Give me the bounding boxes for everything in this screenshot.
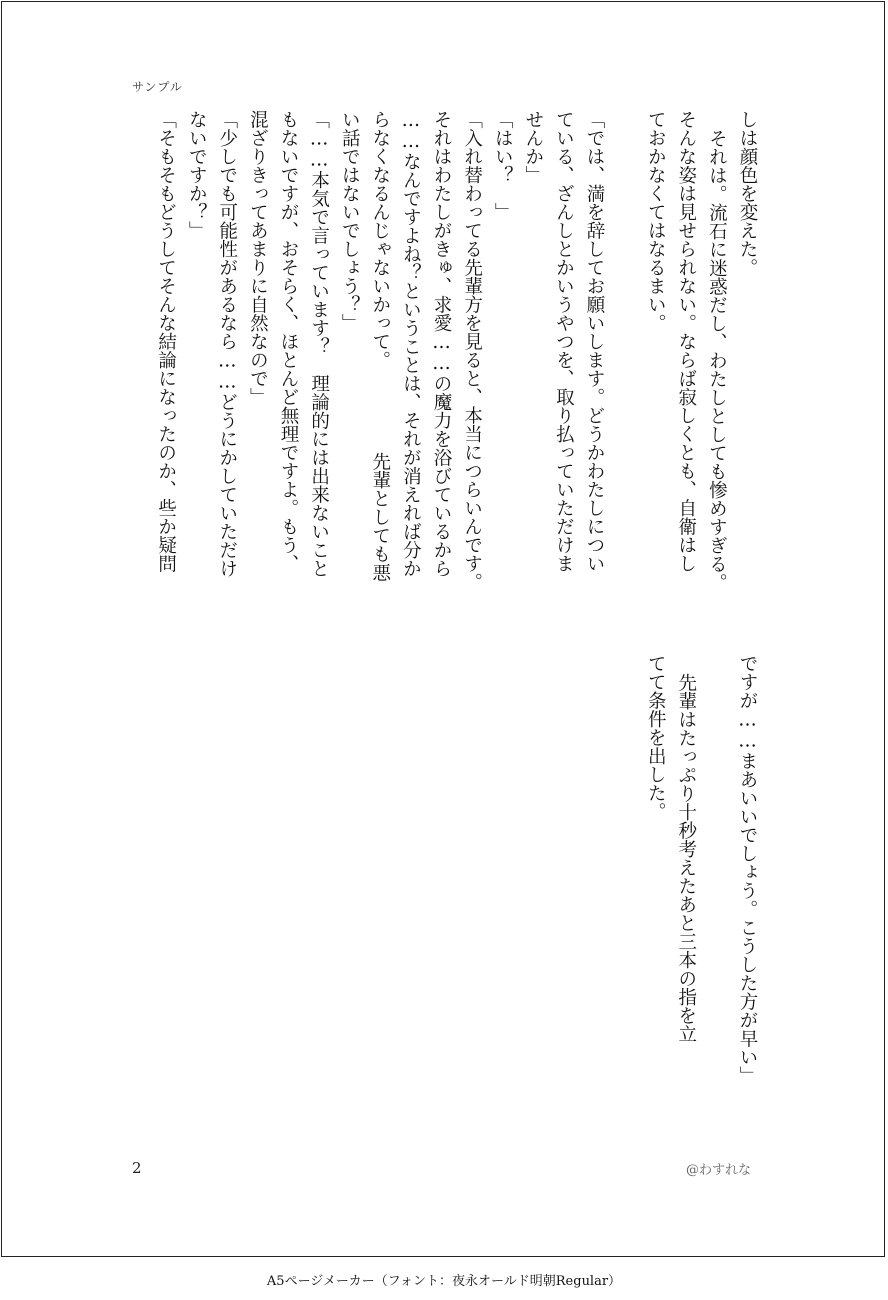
text-line: らなくなるんじゃないかって。 先輩としても悪 xyxy=(369,110,391,582)
sample-label: サンプル xyxy=(132,80,183,94)
text-line: 「入れ替わってる先輩方を見ると、本当につらいんです。 xyxy=(461,110,483,591)
text-line: せんか」 xyxy=(522,110,544,184)
text-line: てて条件を出した。 xyxy=(645,654,667,821)
text-line: ている、ざんしとかいうやつを、取り払っていただけま xyxy=(553,110,575,573)
text-line: 「少しでも可能性があるなら……どうにかしていただけ xyxy=(216,110,238,578)
text-line: しは顔色を変えた。 xyxy=(737,110,758,277)
text-line: 「はい？ 」 xyxy=(492,110,514,221)
author-handle: @わすれな xyxy=(686,1163,752,1178)
text-line: それはわたしがきゅ、求愛……の魔力を浴びているから xyxy=(431,110,452,578)
text-line: もないですが、おそらく、ほとんど無理ですよ。もう、 xyxy=(278,110,299,573)
text-line: 先輩はたっぷり十秒考えたあと三本の指を立 xyxy=(675,673,697,1043)
text-line: ですが……まあいいでしょう。こうした方が早い」 xyxy=(737,654,758,1085)
text-line: 混ざりきってあまりに自然なので」 xyxy=(247,110,269,406)
text-line: そんな姿は見せられない。ならば寂しくとも、自衛はし xyxy=(675,110,697,573)
page-number: 2 xyxy=(132,1159,142,1177)
text-line: それは。流石に迷惑だし、わたしとしても惨めすぎる。 xyxy=(706,129,728,592)
text-line: 「では、満を辞してお願いします。どうかわたしについ xyxy=(584,110,605,573)
text-line: 「そもそもどうしてそんな結論になったのか、些か疑問 xyxy=(155,110,177,573)
footer-caption: A5ページメーカー（フォント：夜永オールド明朝Regular） xyxy=(266,1274,622,1289)
text-line: ないですか？」 xyxy=(186,110,208,240)
text-line: ……なんですよね？ということは、それが消えれば分か xyxy=(400,110,422,578)
text-line: ておかなくてはなるまい。 xyxy=(645,110,667,332)
page-frame xyxy=(1,1,885,1257)
text-line: い話ではないでしょう？」 xyxy=(339,110,361,332)
text-line: 「……本気で言っています？ 理論的には出来ないこと xyxy=(308,110,330,578)
